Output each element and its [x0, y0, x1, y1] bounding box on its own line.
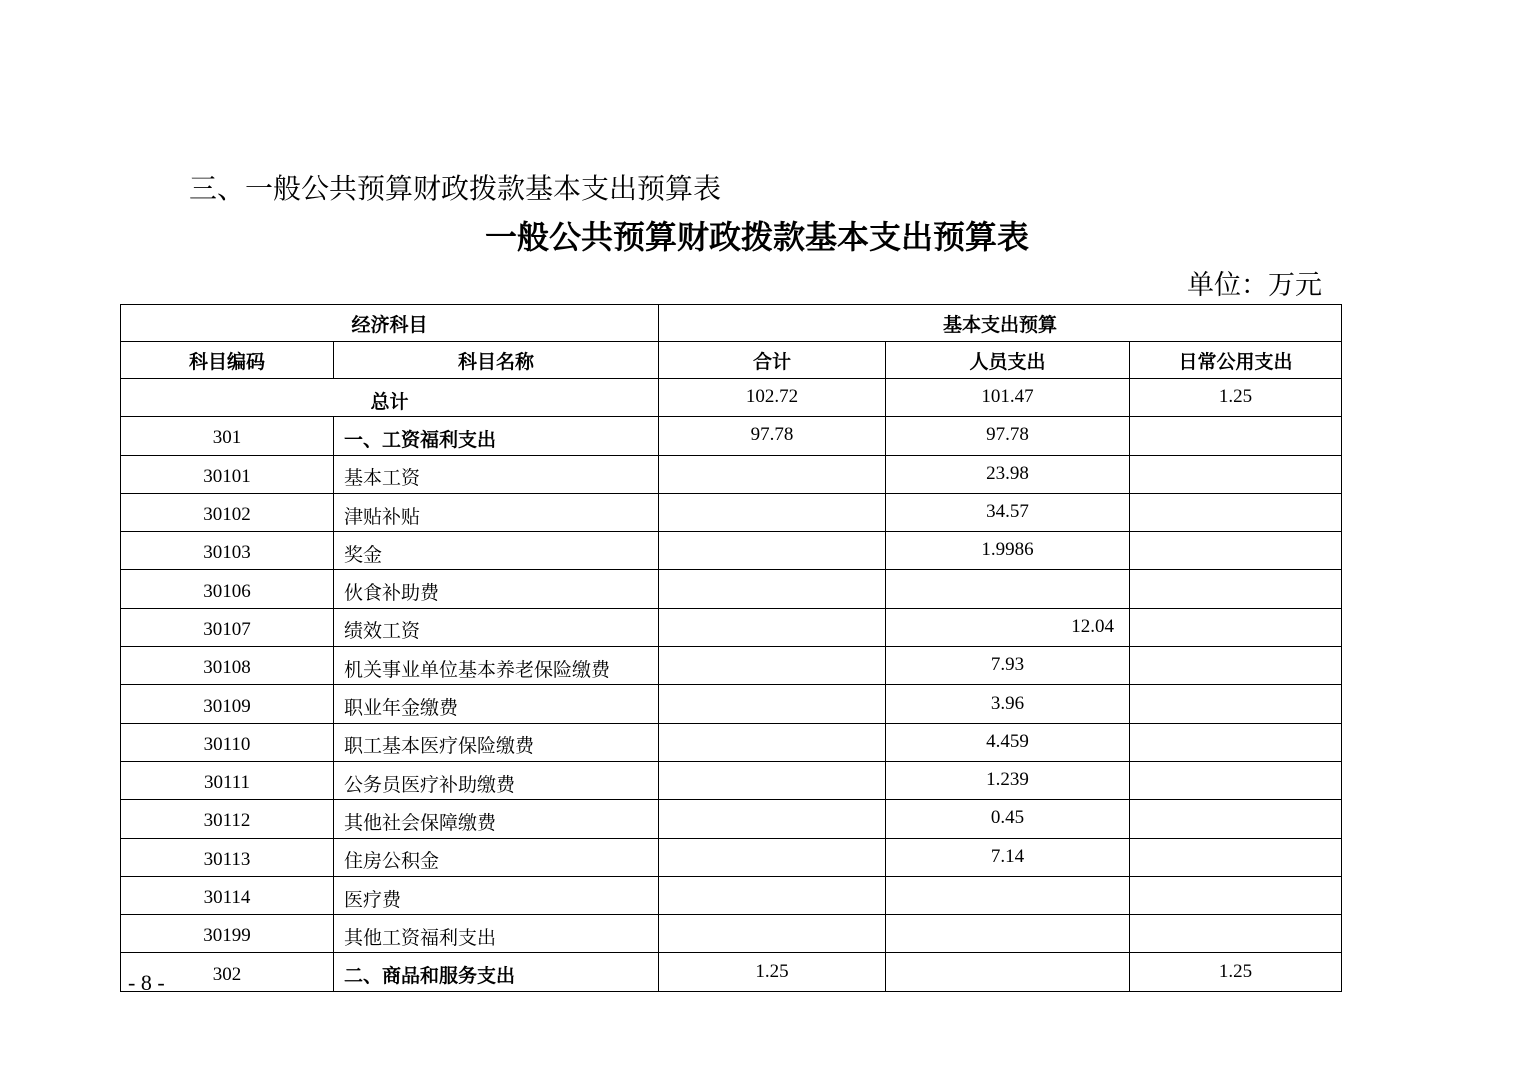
row-name: 绩效工资 — [334, 608, 659, 646]
table-row — [121, 685, 1342, 723]
row-personnel: 1.9986 — [886, 532, 1130, 570]
row-personnel — [886, 915, 1130, 953]
row-code: 30102 — [121, 493, 334, 531]
row-public — [1130, 570, 1342, 608]
page-title: 一般公共预算财政拨款基本支出预算表 — [484, 219, 1029, 255]
row-code: 301 — [121, 417, 334, 455]
row-public — [1130, 876, 1342, 914]
row-code: 30109 — [121, 685, 334, 723]
row-code: 30114 — [121, 876, 334, 914]
total-cell-total: 102.72 — [659, 379, 886, 417]
row-code: 30199 — [121, 915, 334, 953]
row-total — [659, 761, 886, 799]
table-row — [121, 723, 1342, 761]
total-cell-personnel: 101.47 — [886, 379, 1130, 417]
row-name: 其他工资福利支出 — [334, 915, 659, 953]
row-name: 一、工资福利支出 — [334, 417, 659, 455]
column-header-personnel: 人员支出 — [886, 342, 1130, 379]
row-name: 职业年金缴费 — [334, 685, 659, 723]
group-header-row — [121, 305, 1342, 342]
row-total — [659, 838, 886, 876]
table-row — [121, 570, 1342, 608]
row-total — [659, 800, 886, 838]
table-row — [121, 532, 1342, 570]
total-label: 总计 — [121, 379, 659, 417]
row-personnel: 0.45 — [886, 800, 1130, 838]
row-public — [1130, 838, 1342, 876]
page-number: - 8 - — [128, 970, 165, 995]
total-row — [121, 379, 1342, 417]
row-public — [1130, 915, 1342, 953]
row-code: 30103 — [121, 532, 334, 570]
row-total — [659, 876, 886, 914]
row-total: 97.78 — [659, 417, 886, 455]
row-code: 30110 — [121, 723, 334, 761]
row-total — [659, 493, 886, 531]
row-name: 其他社会保障缴费 — [334, 800, 659, 838]
row-name: 住房公积金 — [334, 838, 659, 876]
row-personnel: 23.98 — [886, 455, 1130, 493]
column-header-name: 科目名称 — [334, 342, 659, 379]
row-personnel: 12.04 — [886, 608, 1130, 646]
table-row — [121, 493, 1342, 531]
row-total — [659, 647, 886, 685]
table-row — [121, 647, 1342, 685]
row-public — [1130, 417, 1342, 455]
table-row — [121, 876, 1342, 914]
row-public — [1130, 685, 1342, 723]
row-code: 30113 — [121, 838, 334, 876]
row-name: 奖金 — [334, 532, 659, 570]
table-row — [121, 455, 1342, 493]
row-public — [1130, 455, 1342, 493]
row-public — [1130, 761, 1342, 799]
table-row — [121, 953, 1342, 991]
table-row — [121, 417, 1342, 455]
row-code: 302 — [121, 953, 334, 991]
row-code: 30108 — [121, 647, 334, 685]
row-public: 1.25 — [1130, 953, 1342, 991]
row-name: 伙食补助费 — [334, 570, 659, 608]
row-name: 基本工资 — [334, 455, 659, 493]
row-personnel — [886, 570, 1130, 608]
row-total — [659, 915, 886, 953]
row-total: 1.25 — [659, 953, 886, 991]
row-name: 二、商品和服务支出 — [334, 953, 659, 991]
table-row — [121, 761, 1342, 799]
row-total — [659, 455, 886, 493]
row-public — [1130, 647, 1342, 685]
row-code: 30106 — [121, 570, 334, 608]
table-row — [121, 915, 1342, 953]
row-personnel: 3.96 — [886, 685, 1130, 723]
row-public — [1130, 608, 1342, 646]
row-name: 津贴补贴 — [334, 493, 659, 531]
row-name: 公务员医疗补助缴费 — [334, 761, 659, 799]
row-public — [1130, 800, 1342, 838]
row-total — [659, 570, 886, 608]
group-header-basic-budget: 基本支出预算 — [659, 305, 1342, 342]
group-header-economic-subject: 经济科目 — [121, 305, 659, 342]
row-personnel — [886, 953, 1130, 991]
row-personnel: 34.57 — [886, 493, 1130, 531]
column-header-row — [121, 342, 1342, 379]
row-public — [1130, 532, 1342, 570]
section-heading: 三、一般公共预算财政拨款基本支出预算表 — [189, 174, 722, 205]
unit-label: 单位：万元 — [1187, 270, 1322, 300]
row-name: 职工基本医疗保险缴费 — [334, 723, 659, 761]
row-total — [659, 532, 886, 570]
row-personnel: 1.239 — [886, 761, 1130, 799]
row-personnel: 7.14 — [886, 838, 1130, 876]
row-total — [659, 723, 886, 761]
row-public — [1130, 493, 1342, 531]
row-personnel: 7.93 — [886, 647, 1130, 685]
budget-table — [120, 304, 1342, 992]
row-total — [659, 608, 886, 646]
row-code: 30112 — [121, 800, 334, 838]
table-row — [121, 838, 1342, 876]
row-public — [1130, 723, 1342, 761]
row-personnel — [886, 876, 1130, 914]
row-code: 30107 — [121, 608, 334, 646]
row-code: 30111 — [121, 761, 334, 799]
row-code: 30101 — [121, 455, 334, 493]
table-row — [121, 800, 1342, 838]
row-name: 机关事业单位基本养老保险缴费 — [334, 647, 659, 685]
row-personnel: 97.78 — [886, 417, 1130, 455]
table-row — [121, 608, 1342, 646]
column-header-code: 科目编码 — [121, 342, 334, 379]
column-header-total: 合计 — [659, 342, 886, 379]
total-cell-public: 1.25 — [1130, 379, 1342, 417]
column-header-public: 日常公用支出 — [1130, 342, 1342, 379]
row-name: 医疗费 — [334, 876, 659, 914]
row-personnel: 4.459 — [886, 723, 1130, 761]
row-total — [659, 685, 886, 723]
